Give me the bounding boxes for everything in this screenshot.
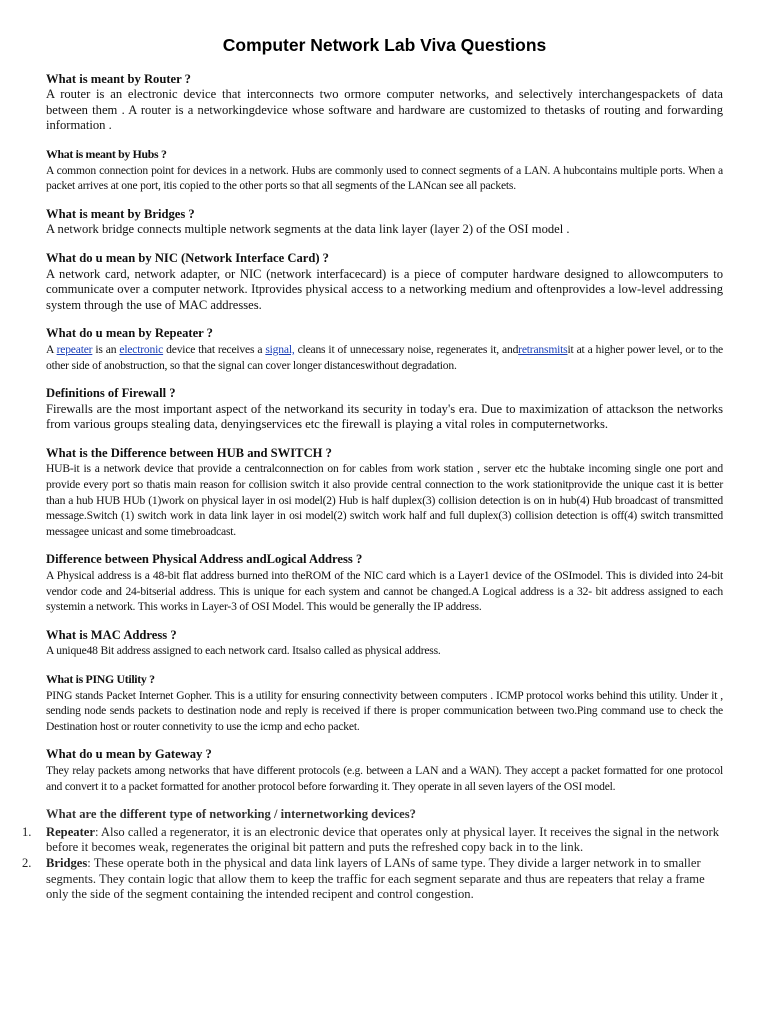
answer-text: They relay packets among networks that have different protocols (e.g. between a LAN and a WAN). They accept a packet formatted for one protocol and convert it to a packet formatted for another protocol before forwarding it. They operate in all seven layers of the OSI model.	[46, 763, 723, 793]
answer-text: PING stands Packet Internet Gopher. This is a utility for ensuring connectivity between computers . ICMP protocol works behind this utility. Under it , sending node sends packets to destination node and reply is received if there is proper communication between two.Ping command use to check the Destination host or router connetivity to use the icmp and echo packet.	[46, 688, 723, 733]
question-heading: What are the different type of networking / internetworking devices?	[46, 807, 416, 822]
list-number: 1.	[22, 824, 32, 839]
qa-firewall	[46, 386, 723, 433]
answer-text: A unique48 Bit address assigned to each network card. Itsalso called as physical address.	[46, 644, 441, 658]
qa-bridges	[46, 207, 723, 238]
qa-nic	[46, 251, 723, 313]
answer-text-part: cleans it of unnecessary noise, regenerates it, and	[294, 342, 519, 356]
question-heading: What is the Difference between HUB and SWITCH ?	[46, 445, 332, 460]
qa-hubs	[46, 147, 723, 194]
answer-text: A common connection point for devices in a network. Hubs are commonly used to connect segments of a LAN. A hubcontains multiple ports. When a packet arrives at one port, itis copied to the other ports so that all segments of the LANcan see all packets.	[46, 163, 723, 193]
list-item	[22, 824, 723, 856]
list-term: Bridges	[46, 855, 88, 870]
qa-router	[46, 72, 723, 134]
document-title: Computer Network Lab Viva Questions	[222, 35, 547, 55]
signal-link[interactable]: signal,	[265, 342, 295, 356]
question-heading: What is meant by Bridges ?	[46, 206, 195, 221]
answer-text: Firewalls are the most important aspect of the networkand its security in today's era. Due to maximization of attackson the networks from various groups stealing data, denyingservices etc the firewall is playing a vital roles in computernetworks.	[46, 401, 723, 432]
question-heading: What do u mean by Gateway ?	[46, 747, 212, 762]
qa-networking-devices	[22, 807, 723, 903]
answer-text: A router is an electronic device that interconnects two ormore computer networks, and selectively interchangespackets of data between them . A router is a networkingdevice whose software and hardware are customized to thetasks of routing and forwarding information .	[46, 87, 723, 133]
answer-text-part: is an	[92, 342, 120, 356]
answer-text-part: it at a higher power level, or to the other side of anobstruction, so that the signal can cover longer distanceswithout degradation.	[46, 342, 723, 372]
list-text: : Also called a regenerator, it is an electronic device that operates only at physical layer. It receives the signal in the network before it becomes weak, regenerates the original bit pattern and puts the refreshed copy back in to the link.	[46, 824, 720, 855]
answer-text: A Physical address is a 48-bit flat address burned into theROM of the NIC card which is a Layer1 device of the OSImodel. This is divided into 24-bit vendor code and 24-bitserial address. This is unique for each system and cannot be changed.A Logical address is a 32- bit address assigned to each systemin a network. This works in Layer-3 of OSI Model. This would be generally the IP address.	[46, 569, 723, 614]
electronic-link[interactable]: electronic	[119, 342, 164, 356]
devices-list	[22, 824, 723, 903]
list-text: : These operate both in the physical and data link layers of LANs of same type. They divide a larger network in to smaller segments. They contain logic that allow them to keep the traffic for each segment separate and thus are repeaters that relay a frame only the side of the segment containing the intended recipent and control congestion.	[46, 855, 705, 902]
question-heading: What is meant by Router ?	[46, 71, 191, 86]
answer-text: HUB-it is a network device that provide a centralconnection on for cables from work station , server etc the hubtake incoming single one port and provide every port so thatis main reason for collision switch it also provide central connection to the work stationitprovide the unique cast it is better than a hub HUB HUb (1)work on physical layer in osi model(2) Hub is half duplex(3) collision detection is on in hub(4) Hub broadcast of transmitted message.Switch (1) switch work in data link layer in osi model(2) switch work half and full duplex(3) collision detection is off(4) switch transmitted messagee unicast and some timebroadcast.	[46, 462, 723, 538]
list-term: Repeater	[46, 824, 95, 839]
question-heading: What do u mean by NIC (Network Interface Card) ?	[46, 250, 329, 265]
qa-mac-address	[46, 628, 723, 659]
question-heading: Difference between Physical Address andLogical Address ?	[46, 552, 363, 567]
qa-physical-vs-logical	[46, 552, 723, 614]
qa-hub-vs-switch	[46, 446, 723, 540]
qa-ping	[46, 672, 723, 734]
answer-text: A network bridge connects multiple network segments at the data link layer (layer 2) of the OSI model .	[46, 222, 570, 237]
document-page	[22, 35, 723, 903]
answer-text	[46, 342, 723, 373]
qa-gateway	[46, 747, 723, 794]
question-heading: What is PING Utility ?	[46, 672, 155, 686]
answer-text: A network card, network adapter, or NIC (network interfacecard) is a piece of computer hardware designed to allowcomputers to communicate over a computer network. Itprovides physical access to a networking medium and oftenprovides a low-level addressing system through the use of MAC addresses.	[46, 266, 723, 312]
repeater-link[interactable]: repeater	[56, 342, 93, 356]
qa-repeater	[46, 326, 723, 373]
list-item	[22, 855, 723, 903]
question-heading: What is MAC Address ?	[46, 627, 177, 642]
list-number: 2.	[22, 855, 32, 870]
question-heading: What do u mean by Repeater ?	[46, 326, 213, 341]
question-heading: Definitions of Firewall ?	[46, 386, 176, 401]
answer-text-part: device that receives a	[163, 342, 266, 356]
answer-text-part: A	[46, 342, 57, 356]
question-heading: What is meant by Hubs ?	[46, 146, 167, 161]
retransmits-link[interactable]: retransmits	[518, 342, 568, 356]
